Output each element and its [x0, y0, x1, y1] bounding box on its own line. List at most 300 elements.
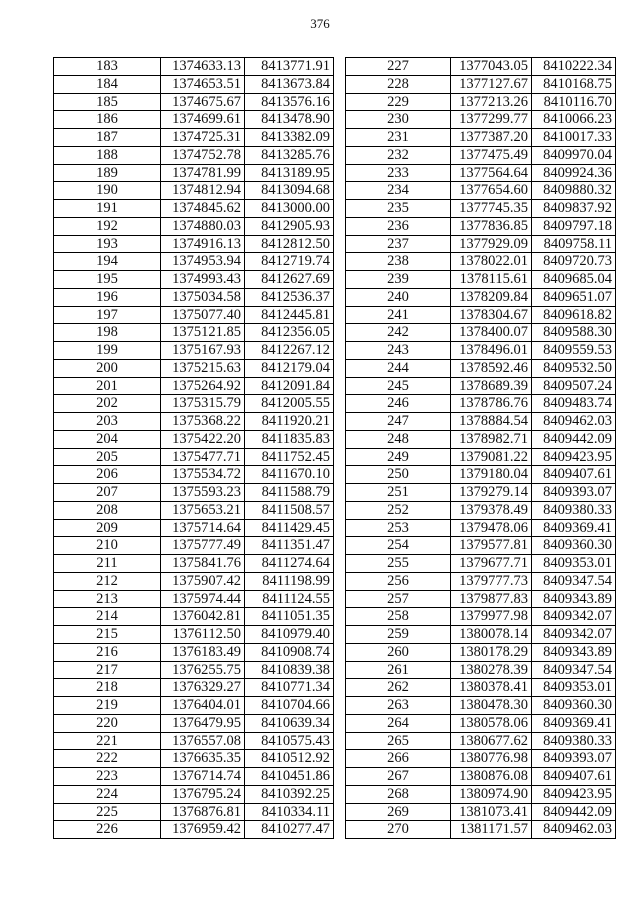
- point-number-cell: 242: [346, 324, 451, 342]
- table-row: [346, 661, 616, 679]
- x-coordinate-cell: 1375167.93: [161, 342, 245, 360]
- y-coordinate-cell: 8409507.24: [532, 377, 616, 395]
- y-coordinate-cell: 8409353.01: [532, 555, 616, 573]
- x-coordinate-cell: 1378022.01: [451, 253, 532, 271]
- table-row: [346, 164, 616, 182]
- y-coordinate-cell: 8411429.45: [245, 519, 334, 537]
- table-row: [54, 697, 334, 715]
- point-number-cell: 252: [346, 501, 451, 519]
- x-coordinate-cell: 1377387.20: [451, 129, 532, 147]
- table-body: [346, 58, 616, 839]
- y-coordinate-cell: 8409837.92: [532, 200, 616, 218]
- point-number-cell: 231: [346, 129, 451, 147]
- x-coordinate-cell: 1378884.54: [451, 413, 532, 431]
- table-row: [346, 430, 616, 448]
- point-number-cell: 263: [346, 697, 451, 715]
- table-row: [346, 803, 616, 821]
- y-coordinate-cell: 8409423.95: [532, 448, 616, 466]
- y-coordinate-cell: 8409462.03: [532, 413, 616, 431]
- point-number-cell: 233: [346, 164, 451, 182]
- table-row: [346, 288, 616, 306]
- y-coordinate-cell: 8412005.55: [245, 395, 334, 413]
- table-row: [54, 590, 334, 608]
- table-row: [54, 537, 334, 555]
- x-coordinate-cell: 1380078.14: [451, 626, 532, 644]
- y-coordinate-cell: 8409651.07: [532, 288, 616, 306]
- y-coordinate-cell: 8410979.40: [245, 626, 334, 644]
- table-row: [346, 484, 616, 502]
- table-row: [54, 679, 334, 697]
- x-coordinate-cell: 1375653.21: [161, 501, 245, 519]
- point-number-cell: 221: [54, 732, 161, 750]
- x-coordinate-cell: 1377475.49: [451, 146, 532, 164]
- point-number-cell: 228: [346, 75, 451, 93]
- x-coordinate-cell: 1379180.04: [451, 466, 532, 484]
- point-number-cell: 244: [346, 359, 451, 377]
- point-number-cell: 214: [54, 608, 161, 626]
- x-coordinate-cell: 1377299.77: [451, 111, 532, 129]
- table-row: [54, 164, 334, 182]
- table-row: [54, 750, 334, 768]
- table-row: [346, 413, 616, 431]
- table-row: [54, 501, 334, 519]
- point-number-cell: 262: [346, 679, 451, 697]
- point-number-cell: 205: [54, 448, 161, 466]
- y-coordinate-cell: 8409369.41: [532, 714, 616, 732]
- y-coordinate-cell: 8413771.91: [245, 58, 334, 76]
- point-number-cell: 248: [346, 430, 451, 448]
- point-number-cell: 229: [346, 93, 451, 111]
- x-coordinate-cell: 1379378.49: [451, 501, 532, 519]
- y-coordinate-cell: 8411588.79: [245, 484, 334, 502]
- point-number-cell: 245: [346, 377, 451, 395]
- point-number-cell: 258: [346, 608, 451, 626]
- x-coordinate-cell: 1375593.23: [161, 484, 245, 502]
- table-row: [54, 395, 334, 413]
- point-number-cell: 243: [346, 342, 451, 360]
- table-row: [346, 253, 616, 271]
- x-coordinate-cell: 1380876.08: [451, 768, 532, 786]
- x-coordinate-cell: 1378304.67: [451, 306, 532, 324]
- point-number-cell: 193: [54, 235, 161, 253]
- table-row: [54, 235, 334, 253]
- point-number-cell: 267: [346, 768, 451, 786]
- table-row: [54, 271, 334, 289]
- y-coordinate-cell: 8409407.61: [532, 768, 616, 786]
- y-coordinate-cell: 8410277.47: [245, 821, 334, 839]
- point-number-cell: 211: [54, 555, 161, 573]
- y-coordinate-cell: 8413478.90: [245, 111, 334, 129]
- y-coordinate-cell: 8409353.01: [532, 679, 616, 697]
- x-coordinate-cell: 1378982.71: [451, 430, 532, 448]
- point-number-cell: 256: [346, 572, 451, 590]
- x-coordinate-cell: 1380776.98: [451, 750, 532, 768]
- table-row: [54, 146, 334, 164]
- table-row: [346, 785, 616, 803]
- table-row: [54, 448, 334, 466]
- point-number-cell: 251: [346, 484, 451, 502]
- point-number-cell: 250: [346, 466, 451, 484]
- y-coordinate-cell: 8409393.07: [532, 484, 616, 502]
- point-number-cell: 195: [54, 271, 161, 289]
- y-coordinate-cell: 8413673.84: [245, 75, 334, 93]
- table-row: [346, 377, 616, 395]
- point-number-cell: 253: [346, 519, 451, 537]
- point-number-cell: 232: [346, 146, 451, 164]
- point-number-cell: 218: [54, 679, 161, 697]
- point-number-cell: 222: [54, 750, 161, 768]
- x-coordinate-cell: 1379279.14: [451, 484, 532, 502]
- point-number-cell: 189: [54, 164, 161, 182]
- y-coordinate-cell: 8409342.07: [532, 608, 616, 626]
- table-row: [54, 714, 334, 732]
- point-number-cell: 247: [346, 413, 451, 431]
- point-number-cell: 266: [346, 750, 451, 768]
- y-coordinate-cell: 8409343.89: [532, 643, 616, 661]
- point-number-cell: 208: [54, 501, 161, 519]
- x-coordinate-cell: 1380578.06: [451, 714, 532, 732]
- table-row: [54, 324, 334, 342]
- x-coordinate-cell: 1381073.41: [451, 803, 532, 821]
- coordinate-table-right: [345, 57, 616, 839]
- point-number-cell: 249: [346, 448, 451, 466]
- point-number-cell: 203: [54, 413, 161, 431]
- x-coordinate-cell: 1375264.92: [161, 377, 245, 395]
- point-number-cell: 261: [346, 661, 451, 679]
- table-row: [54, 111, 334, 129]
- y-coordinate-cell: 8409880.32: [532, 182, 616, 200]
- table-row: [54, 821, 334, 839]
- table-row: [346, 271, 616, 289]
- y-coordinate-cell: 8411198.99: [245, 572, 334, 590]
- table-row: [54, 200, 334, 218]
- point-number-cell: 259: [346, 626, 451, 644]
- y-coordinate-cell: 8412445.81: [245, 306, 334, 324]
- point-number-cell: 239: [346, 271, 451, 289]
- y-coordinate-cell: 8410908.74: [245, 643, 334, 661]
- y-coordinate-cell: 8410512.92: [245, 750, 334, 768]
- y-coordinate-cell: 8410066.23: [532, 111, 616, 129]
- x-coordinate-cell: 1374993.43: [161, 271, 245, 289]
- y-coordinate-cell: 8410168.75: [532, 75, 616, 93]
- table-row: [346, 643, 616, 661]
- y-coordinate-cell: 8410839.38: [245, 661, 334, 679]
- x-coordinate-cell: 1375077.40: [161, 306, 245, 324]
- x-coordinate-cell: 1377564.64: [451, 164, 532, 182]
- table-row: [54, 732, 334, 750]
- table-row: [54, 768, 334, 786]
- point-number-cell: 202: [54, 395, 161, 413]
- y-coordinate-cell: 8412812.50: [245, 235, 334, 253]
- table-row: [54, 430, 334, 448]
- x-coordinate-cell: 1374845.62: [161, 200, 245, 218]
- point-number-cell: 236: [346, 217, 451, 235]
- x-coordinate-cell: 1374633.13: [161, 58, 245, 76]
- x-coordinate-cell: 1376112.50: [161, 626, 245, 644]
- y-coordinate-cell: 8410771.34: [245, 679, 334, 697]
- x-coordinate-cell: 1375841.76: [161, 555, 245, 573]
- table-row: [346, 93, 616, 111]
- point-number-cell: 184: [54, 75, 161, 93]
- table-row: [346, 608, 616, 626]
- x-coordinate-cell: 1375477.71: [161, 448, 245, 466]
- x-coordinate-cell: 1375368.22: [161, 413, 245, 431]
- point-number-cell: 235: [346, 200, 451, 218]
- x-coordinate-cell: 1378209.84: [451, 288, 532, 306]
- x-coordinate-cell: 1376635.35: [161, 750, 245, 768]
- y-coordinate-cell: 8411508.57: [245, 501, 334, 519]
- table-row: [54, 217, 334, 235]
- x-coordinate-cell: 1376329.27: [161, 679, 245, 697]
- table-row: [346, 750, 616, 768]
- point-number-cell: 238: [346, 253, 451, 271]
- x-coordinate-cell: 1380974.90: [451, 785, 532, 803]
- y-coordinate-cell: 8409618.82: [532, 306, 616, 324]
- y-coordinate-cell: 8410116.70: [532, 93, 616, 111]
- x-coordinate-cell: 1374699.61: [161, 111, 245, 129]
- x-coordinate-cell: 1374675.67: [161, 93, 245, 111]
- x-coordinate-cell: 1380378.41: [451, 679, 532, 697]
- point-number-cell: 257: [346, 590, 451, 608]
- table-row: [346, 519, 616, 537]
- y-coordinate-cell: 8410017.33: [532, 129, 616, 147]
- table-row: [346, 714, 616, 732]
- x-coordinate-cell: 1374953.94: [161, 253, 245, 271]
- y-coordinate-cell: 8411351.47: [245, 537, 334, 555]
- x-coordinate-cell: 1374725.31: [161, 129, 245, 147]
- x-coordinate-cell: 1377127.67: [451, 75, 532, 93]
- table-row: [54, 129, 334, 147]
- point-number-cell: 268: [346, 785, 451, 803]
- table-row: [346, 555, 616, 573]
- y-coordinate-cell: 8409720.73: [532, 253, 616, 271]
- y-coordinate-cell: 8411752.45: [245, 448, 334, 466]
- table-row: [346, 146, 616, 164]
- y-coordinate-cell: 8409423.95: [532, 785, 616, 803]
- x-coordinate-cell: 1380178.29: [451, 643, 532, 661]
- point-number-cell: 226: [54, 821, 161, 839]
- table-row: [346, 448, 616, 466]
- point-number-cell: 210: [54, 537, 161, 555]
- point-number-cell: 198: [54, 324, 161, 342]
- point-number-cell: 204: [54, 430, 161, 448]
- point-number-cell: 199: [54, 342, 161, 360]
- x-coordinate-cell: 1375315.79: [161, 395, 245, 413]
- table-row: [54, 608, 334, 626]
- y-coordinate-cell: 8409924.36: [532, 164, 616, 182]
- x-coordinate-cell: 1379478.06: [451, 519, 532, 537]
- y-coordinate-cell: 8412627.69: [245, 271, 334, 289]
- table-row: [54, 359, 334, 377]
- y-coordinate-cell: 8409442.09: [532, 803, 616, 821]
- y-coordinate-cell: 8412719.74: [245, 253, 334, 271]
- table-row: [346, 732, 616, 750]
- table-row: [346, 129, 616, 147]
- x-coordinate-cell: 1381171.57: [451, 821, 532, 839]
- x-coordinate-cell: 1378115.61: [451, 271, 532, 289]
- x-coordinate-cell: 1376183.49: [161, 643, 245, 661]
- table-row: [346, 235, 616, 253]
- point-number-cell: 190: [54, 182, 161, 200]
- point-number-cell: 255: [346, 555, 451, 573]
- table-row: [54, 306, 334, 324]
- table-row: [346, 200, 616, 218]
- y-coordinate-cell: 8410704.66: [245, 697, 334, 715]
- y-coordinate-cell: 8409343.89: [532, 590, 616, 608]
- point-number-cell: 219: [54, 697, 161, 715]
- x-coordinate-cell: 1375714.64: [161, 519, 245, 537]
- x-coordinate-cell: 1380278.39: [451, 661, 532, 679]
- x-coordinate-cell: 1379777.73: [451, 572, 532, 590]
- y-coordinate-cell: 8409532.50: [532, 359, 616, 377]
- y-coordinate-cell: 8413094.68: [245, 182, 334, 200]
- point-number-cell: 216: [54, 643, 161, 661]
- y-coordinate-cell: 8409442.09: [532, 430, 616, 448]
- y-coordinate-cell: 8410451.86: [245, 768, 334, 786]
- point-number-cell: 183: [54, 58, 161, 76]
- point-number-cell: 212: [54, 572, 161, 590]
- y-coordinate-cell: 8413285.76: [245, 146, 334, 164]
- table-row: [54, 288, 334, 306]
- y-coordinate-cell: 8410575.43: [245, 732, 334, 750]
- y-coordinate-cell: 8412536.37: [245, 288, 334, 306]
- y-coordinate-cell: 8409797.18: [532, 217, 616, 235]
- point-number-cell: 196: [54, 288, 161, 306]
- point-number-cell: 260: [346, 643, 451, 661]
- x-coordinate-cell: 1380677.62: [451, 732, 532, 750]
- x-coordinate-cell: 1376876.81: [161, 803, 245, 821]
- y-coordinate-cell: 8409393.07: [532, 750, 616, 768]
- y-coordinate-cell: 8409588.30: [532, 324, 616, 342]
- y-coordinate-cell: 8412267.12: [245, 342, 334, 360]
- y-coordinate-cell: 8411835.83: [245, 430, 334, 448]
- x-coordinate-cell: 1375121.85: [161, 324, 245, 342]
- x-coordinate-cell: 1375534.72: [161, 466, 245, 484]
- point-number-cell: 192: [54, 217, 161, 235]
- table-row: [54, 466, 334, 484]
- x-coordinate-cell: 1380478.30: [451, 697, 532, 715]
- y-coordinate-cell: 8413576.16: [245, 93, 334, 111]
- x-coordinate-cell: 1377654.60: [451, 182, 532, 200]
- table-row: [54, 58, 334, 76]
- x-coordinate-cell: 1379877.83: [451, 590, 532, 608]
- table-row: [346, 395, 616, 413]
- x-coordinate-cell: 1376479.95: [161, 714, 245, 732]
- page-number: 376: [310, 16, 330, 31]
- point-number-cell: 237: [346, 235, 451, 253]
- point-number-cell: 227: [346, 58, 451, 76]
- x-coordinate-cell: 1376959.42: [161, 821, 245, 839]
- point-number-cell: 185: [54, 93, 161, 111]
- table-row: [54, 785, 334, 803]
- table-row: [346, 537, 616, 555]
- point-number-cell: 188: [54, 146, 161, 164]
- y-coordinate-cell: 8411124.55: [245, 590, 334, 608]
- y-coordinate-cell: 8413000.00: [245, 200, 334, 218]
- y-coordinate-cell: 8409758.11: [532, 235, 616, 253]
- y-coordinate-cell: 8411051.35: [245, 608, 334, 626]
- point-number-cell: 220: [54, 714, 161, 732]
- table-row: [346, 626, 616, 644]
- x-coordinate-cell: 1374880.03: [161, 217, 245, 235]
- x-coordinate-cell: 1377745.35: [451, 200, 532, 218]
- y-coordinate-cell: 8409462.03: [532, 821, 616, 839]
- x-coordinate-cell: 1374916.13: [161, 235, 245, 253]
- y-coordinate-cell: 8412905.93: [245, 217, 334, 235]
- table-row: [54, 803, 334, 821]
- point-number-cell: 223: [54, 768, 161, 786]
- x-coordinate-cell: 1377929.09: [451, 235, 532, 253]
- table-row: [54, 519, 334, 537]
- y-coordinate-cell: 8409559.53: [532, 342, 616, 360]
- x-coordinate-cell: 1378786.76: [451, 395, 532, 413]
- table-row: [346, 697, 616, 715]
- table-row: [54, 75, 334, 93]
- point-number-cell: 230: [346, 111, 451, 129]
- x-coordinate-cell: 1376042.81: [161, 608, 245, 626]
- table-row: [54, 377, 334, 395]
- y-coordinate-cell: 8409380.33: [532, 501, 616, 519]
- y-coordinate-cell: 8409360.30: [532, 697, 616, 715]
- x-coordinate-cell: 1374653.51: [161, 75, 245, 93]
- x-coordinate-cell: 1377836.85: [451, 217, 532, 235]
- table-row: [346, 501, 616, 519]
- table-row: [346, 679, 616, 697]
- point-number-cell: 234: [346, 182, 451, 200]
- table-row: [346, 75, 616, 93]
- coordinate-table-left: [53, 57, 334, 839]
- point-number-cell: 264: [346, 714, 451, 732]
- x-coordinate-cell: 1378496.01: [451, 342, 532, 360]
- y-coordinate-cell: 8411274.64: [245, 555, 334, 573]
- x-coordinate-cell: 1376714.74: [161, 768, 245, 786]
- x-coordinate-cell: 1378400.07: [451, 324, 532, 342]
- point-number-cell: 197: [54, 306, 161, 324]
- table-row: [54, 342, 334, 360]
- table-row: [346, 821, 616, 839]
- y-coordinate-cell: 8409483.74: [532, 395, 616, 413]
- point-number-cell: 217: [54, 661, 161, 679]
- y-coordinate-cell: 8409380.33: [532, 732, 616, 750]
- table-row: [346, 306, 616, 324]
- x-coordinate-cell: 1374812.94: [161, 182, 245, 200]
- x-coordinate-cell: 1374752.78: [161, 146, 245, 164]
- point-number-cell: 224: [54, 785, 161, 803]
- table-row: [346, 768, 616, 786]
- table-row: [54, 413, 334, 431]
- table-row: [346, 217, 616, 235]
- y-coordinate-cell: 8410334.11: [245, 803, 334, 821]
- y-coordinate-cell: 8409342.07: [532, 626, 616, 644]
- point-number-cell: 269: [346, 803, 451, 821]
- y-coordinate-cell: 8412179.04: [245, 359, 334, 377]
- point-number-cell: 186: [54, 111, 161, 129]
- point-number-cell: 225: [54, 803, 161, 821]
- table-row: [54, 182, 334, 200]
- table-body: [54, 58, 334, 839]
- point-number-cell: 194: [54, 253, 161, 271]
- point-number-cell: 215: [54, 626, 161, 644]
- y-coordinate-cell: 8409369.41: [532, 519, 616, 537]
- table-row: [54, 572, 334, 590]
- x-coordinate-cell: 1376557.08: [161, 732, 245, 750]
- table-row: [346, 58, 616, 76]
- table-row: [346, 342, 616, 360]
- x-coordinate-cell: 1375974.44: [161, 590, 245, 608]
- x-coordinate-cell: 1377043.05: [451, 58, 532, 76]
- y-coordinate-cell: 8409685.04: [532, 271, 616, 289]
- y-coordinate-cell: 8412091.84: [245, 377, 334, 395]
